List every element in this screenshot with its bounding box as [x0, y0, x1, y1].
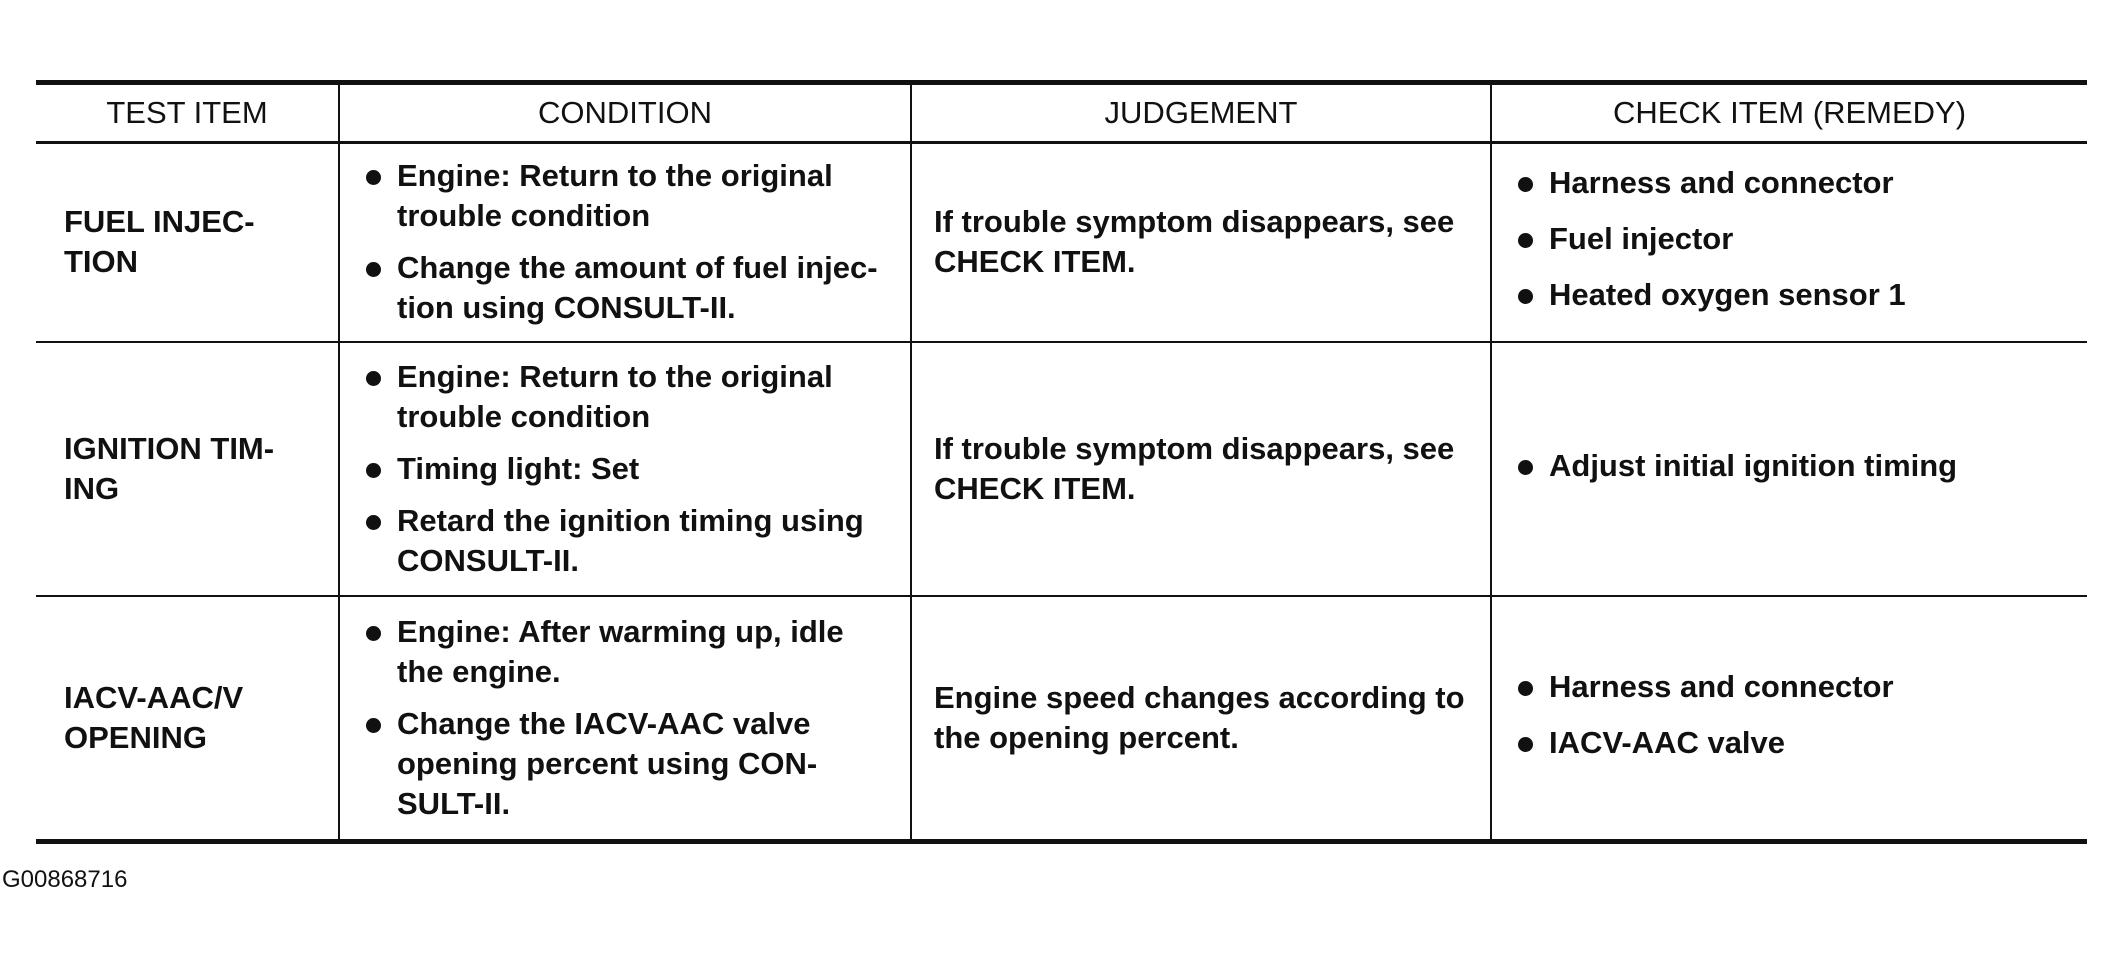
test-item-line-2: OPENING [64, 719, 207, 755]
condition-item: Engine: Return to the original trouble condition [362, 156, 888, 236]
condition-cell [339, 596, 911, 842]
header-check-item: CHECK ITEM (REMEDY) [1491, 83, 2087, 143]
condition-item: Timing light: Set [362, 449, 888, 489]
check-item: Adjust initial ignition timing [1514, 446, 2065, 486]
check-item-list [1514, 163, 2065, 315]
test-item-cell [36, 342, 339, 596]
condition-item: Retard the ignition timing using CONSULT-II. [362, 501, 888, 581]
check-item: Harness and connector [1514, 163, 2065, 203]
condition-item: Engine: After warming up, idle the engine. [362, 612, 888, 692]
test-item-line-2: ING [64, 470, 120, 506]
table-row-iacv-aac-opening [36, 596, 2087, 842]
check-item-cell [1491, 596, 2087, 842]
check-item-list [1514, 667, 2065, 763]
check-item: IACV-AAC valve [1514, 723, 2065, 763]
figure-id: G00868716 [2, 866, 128, 893]
check-item-list [1514, 446, 2065, 486]
judgement-cell: Engine speed changes according to the opening percent. [911, 596, 1491, 842]
condition-item: Change the amount of fuel injec-tion using CONSULT-II. [362, 248, 888, 328]
test-item-table [36, 80, 2087, 844]
test-item-line-1: FUEL INJEC- [64, 204, 255, 240]
check-item: Harness and connector [1514, 667, 2065, 707]
test-item-line-2: TION [64, 244, 139, 280]
header-condition: CONDITION [339, 83, 911, 143]
check-item: Fuel injector [1514, 219, 2065, 259]
table-header-row [36, 83, 2087, 143]
table-row-ignition-timing [36, 342, 2087, 596]
condition-list [362, 156, 888, 328]
test-item-line-1: IGNITION TIM- [64, 430, 275, 466]
check-item-cell [1491, 342, 2087, 596]
test-item-cell [36, 143, 339, 342]
test-item-cell [36, 596, 339, 842]
check-item: Heated oxygen sensor 1 [1514, 275, 2065, 315]
condition-cell [339, 143, 911, 342]
header-judgement: JUDGEMENT [911, 83, 1491, 143]
condition-item: Change the IACV-AAC valve opening percent using CON-SULT-II. [362, 704, 888, 824]
test-item-line-1: IACV-AAC/V [64, 679, 244, 715]
condition-item: Engine: Return to the original trouble condition [362, 357, 888, 437]
header-test-item: TEST ITEM [106, 95, 268, 130]
condition-list [362, 357, 888, 581]
condition-list [362, 612, 888, 824]
condition-cell [339, 342, 911, 596]
table-row-fuel-injection [36, 143, 2087, 342]
judgement-cell: If trouble symptom disappears, see CHECK ITEM. [911, 342, 1491, 596]
check-item-cell [1491, 143, 2087, 342]
judgement-cell: If trouble symptom disappears, see CHECK ITEM. [911, 143, 1491, 342]
